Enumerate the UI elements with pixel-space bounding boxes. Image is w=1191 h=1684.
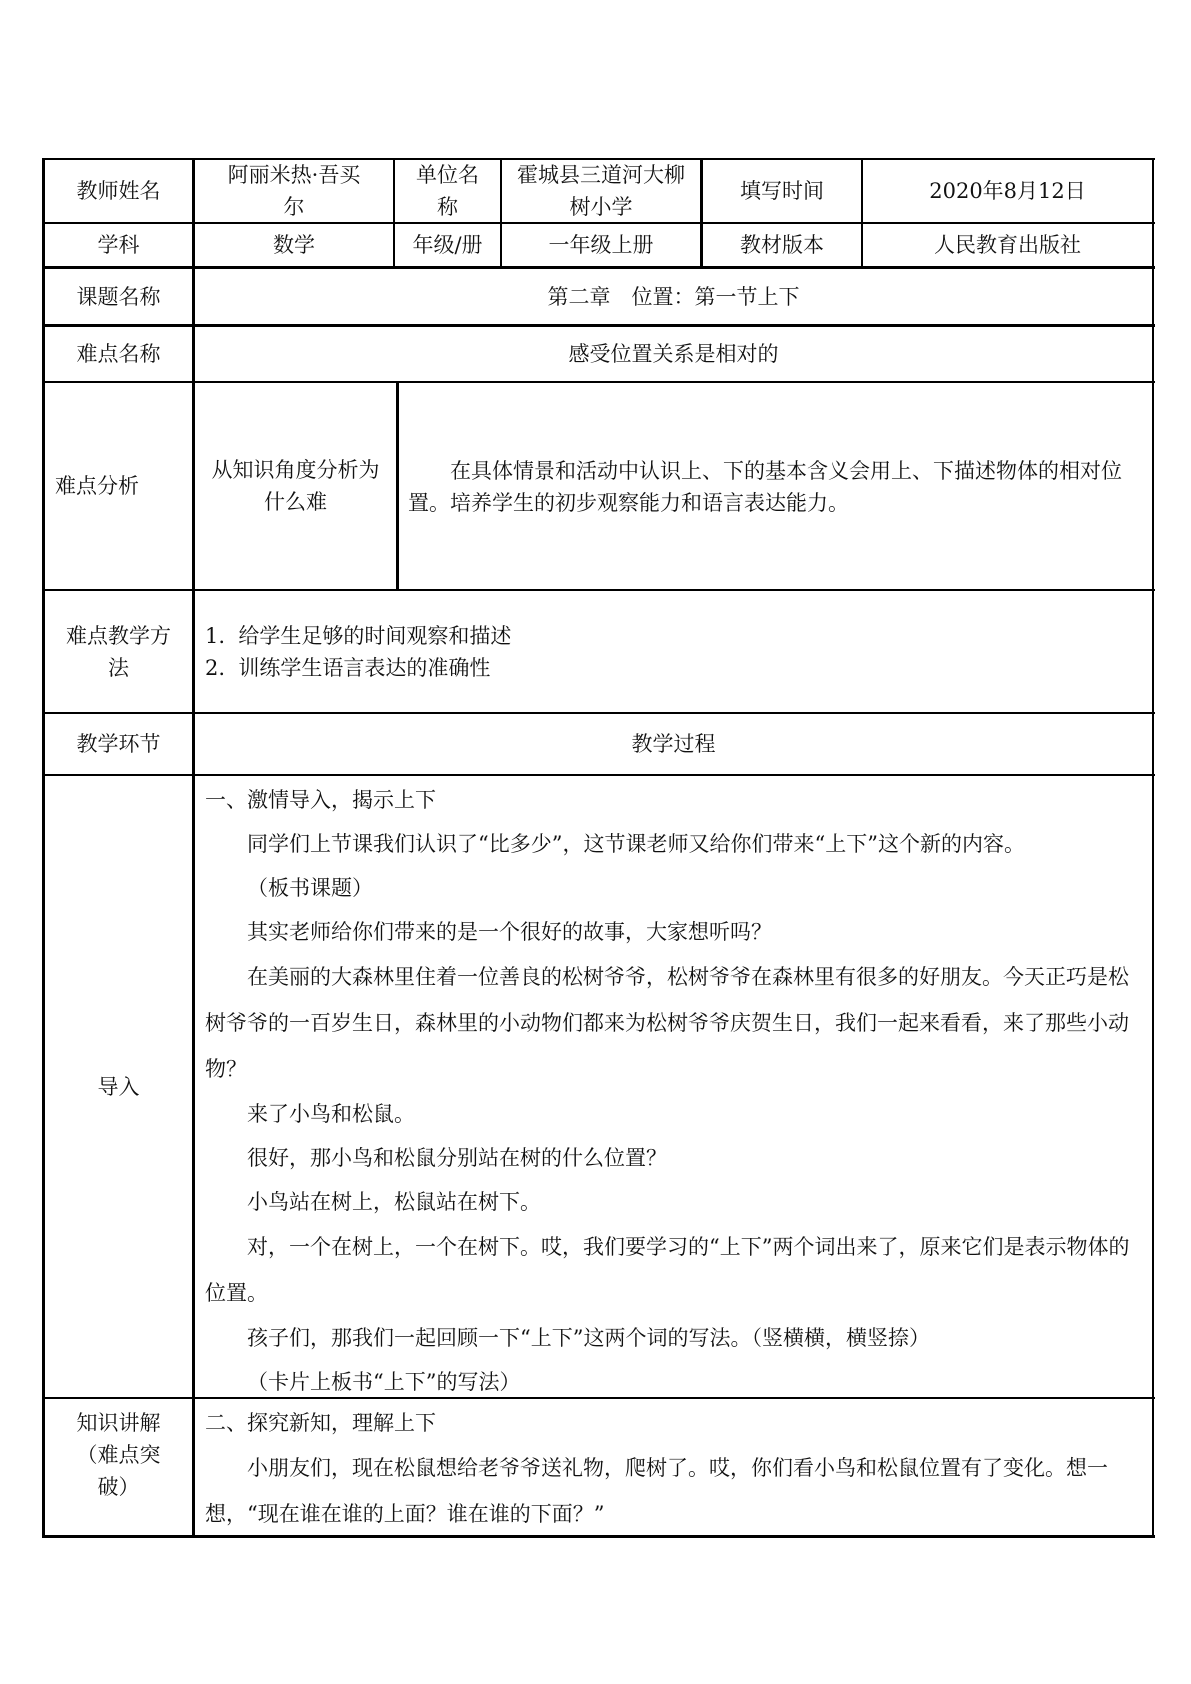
col-divider bbox=[396, 382, 399, 590]
difficulty-label: 难点名称 bbox=[76, 342, 161, 366]
edition-label: 教材版本 bbox=[740, 233, 824, 257]
intro-paragraph: 在美丽的大森林里住着一位善良的松树爷爷，松树爷爷在森林里有很多的好朋友。今天正巧是松树爷爷的一百岁生日，森林里的小动物们都来为松树爷爷庆贺生日，我们一起来看看，来了那些小动物？ bbox=[205, 965, 1129, 1081]
grade-value: 一年级上册 bbox=[548, 233, 654, 257]
method-list bbox=[205, 620, 1135, 684]
row-divider bbox=[42, 774, 1155, 776]
fill-date-label: 填写时间 bbox=[740, 179, 824, 203]
unit-name-label: 单位名称 bbox=[416, 163, 479, 219]
teacher-name-label: 教师姓名 bbox=[76, 179, 161, 203]
intro-paragraph: 很好，那小鸟和松鼠分别站在树的什么位置？ bbox=[247, 1146, 667, 1170]
intro-heading: 一、激情导入，揭示上下 bbox=[205, 788, 436, 812]
unit-name-value: 霍城县三道河大柳树小学 bbox=[517, 163, 685, 219]
process-stage-label: 教学环节 bbox=[76, 732, 161, 756]
analysis-text bbox=[408, 455, 1144, 519]
fill-date-value: 2020年8月12日 bbox=[929, 179, 1086, 203]
intro-paragraph: 小鸟站在树上，松鼠站在树下。 bbox=[247, 1190, 541, 1214]
knowledge-paragraph: 小朋友们，现在松鼠想给老爷爷送礼物，爬树了。哎，你们看小鸟和松鼠位置有了变化。想一想，“现在谁在谁的上面？谁在谁的下面？” bbox=[205, 1456, 1108, 1526]
process-value: 教学过程 bbox=[631, 732, 716, 756]
intro-paragraph: 来了小鸟和松鼠。 bbox=[247, 1102, 415, 1126]
subject-value: 数学 bbox=[273, 233, 315, 257]
topic-label: 课题名称 bbox=[76, 284, 161, 309]
row-divider bbox=[42, 589, 1155, 591]
topic-value: 第二章 位置：第一节上下 bbox=[547, 284, 800, 309]
intro-label: 导入 bbox=[97, 1074, 140, 1099]
intro-paragraph: （卡片上板书“上下”的写法） bbox=[247, 1370, 521, 1394]
intro-content bbox=[205, 778, 1143, 1404]
knowledge-heading: 二、探究新知，理解上下 bbox=[205, 1411, 436, 1435]
teacher-name-value: 阿丽米热·吾买尔 bbox=[227, 163, 361, 219]
difficulty-value: 感受位置关系是相对的 bbox=[568, 342, 779, 366]
edition-value: 人民教育出版社 bbox=[934, 233, 1081, 257]
intro-paragraph: （板书课题） bbox=[247, 876, 373, 900]
intro-paragraph: 同学们上节课我们认识了“比多少”，这节课老师又给你们带来“上下”这个新的内容。 bbox=[247, 832, 1025, 856]
intro-paragraph: 对，一个在树上，一个在树下。哎，我们要学习的“上下”两个词出来了，原来它们是表示物体的位置。 bbox=[205, 1235, 1130, 1305]
method-item: 1. 给学生足够的时间观察和描述 bbox=[205, 624, 512, 648]
analysis-label: 难点分析 bbox=[55, 474, 139, 498]
method-item: 2. 训练学生语言表达的准确性 bbox=[205, 656, 491, 680]
analysis-paragraph: 在具体情景和活动中认识上、下的基本含义会用上、下描述物体的相对位置。培养学生的初步观察能力和语言表达能力。 bbox=[408, 459, 1122, 515]
intro-paragraph: 其实老师给你们带来的是一个很好的故事，大家想听吗？ bbox=[247, 920, 772, 944]
method-label: 难点教学方法 bbox=[66, 623, 171, 680]
intro-paragraph: 孩子们，那我们一起回顾一下“上下”这两个词的写法。（竖横横，横竖捺） bbox=[247, 1326, 930, 1350]
table-border bbox=[1152, 158, 1154, 1538]
subject-label: 学科 bbox=[97, 233, 140, 257]
knowledge-content bbox=[205, 1401, 1143, 1537]
grade-label: 年级/册 bbox=[412, 233, 483, 257]
analysis-sub-label: 从知识角度分析为什么难 bbox=[211, 458, 380, 514]
knowledge-label: 知识讲解（难点突破） bbox=[76, 1411, 161, 1499]
